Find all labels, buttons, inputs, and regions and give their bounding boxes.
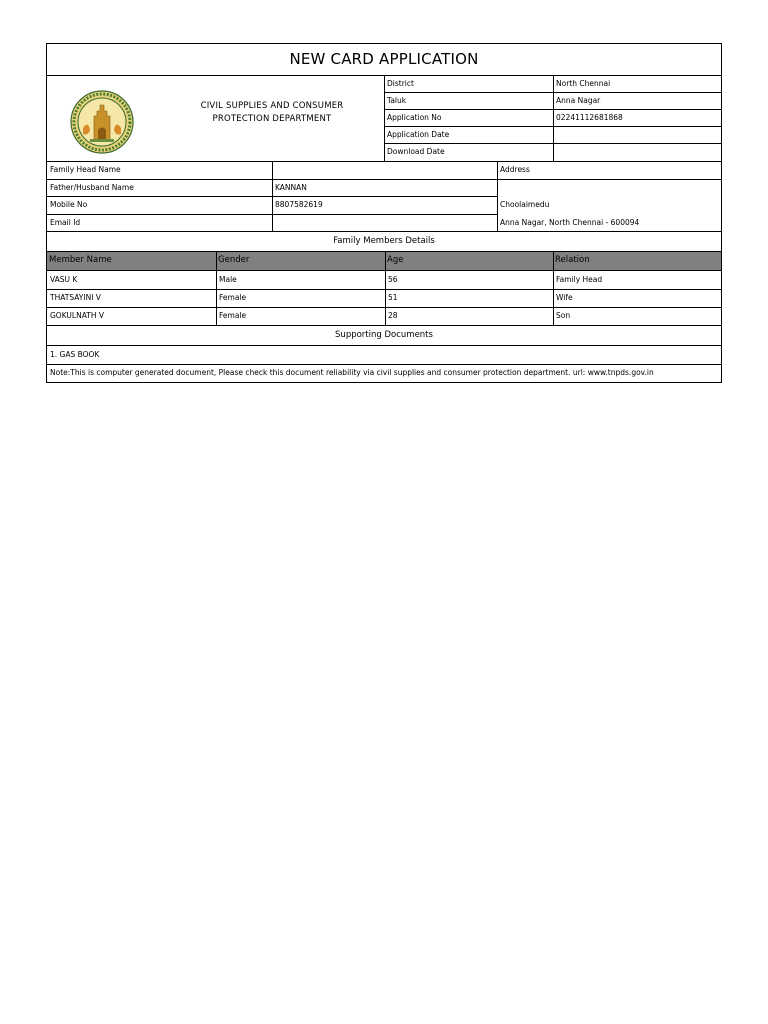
member-gender: Female (219, 311, 247, 320)
email-value (273, 214, 497, 231)
footer-note: Note:This is computer generated document, Please check this document reliability via civil supplies and consumer protection department. url: www.tnpds.gov.in (50, 368, 654, 377)
father-husband-label: Father/Husband Name (50, 183, 134, 192)
taluk-value: Anna Nagar (556, 96, 601, 105)
taluk-label: Taluk (387, 96, 407, 105)
download-date-label: Download Date (387, 147, 445, 156)
members-header-name: Member Name (47, 251, 216, 270)
member-gender: Female (219, 293, 247, 302)
member-name: GOKULNATH V (50, 311, 104, 320)
documents-section-title: Supporting Documents (335, 330, 433, 340)
email-label: Email Id (50, 218, 81, 227)
application-date-value (554, 126, 721, 143)
members-header-gender: Gender (216, 251, 385, 270)
application-no-value: 02241112681868 (556, 113, 623, 122)
mobile-label: Mobile No (50, 200, 88, 209)
district-value: North Chennai (556, 79, 611, 88)
family-head-name-value (273, 161, 497, 179)
department-name (177, 100, 367, 126)
member-name: THATSAYINI V (50, 293, 101, 302)
member-relation: Family Head (556, 275, 603, 284)
address-line-2: Anna Nagar, North Chennai - 600094 (500, 218, 640, 227)
member-age: 28 (388, 311, 398, 320)
member-age: 51 (388, 293, 398, 302)
application-date-label: Application Date (387, 130, 450, 139)
address-line-1: Choolaimedu (500, 200, 550, 209)
member-relation: Son (556, 311, 571, 320)
tamilnadu-seal-icon (70, 90, 134, 154)
department-line-2: PROTECTION DEPARTMENT (212, 114, 332, 124)
application-document (46, 43, 722, 383)
family-head-name-label: Family Head Name (50, 165, 121, 174)
members-header-relation: Relation (553, 251, 721, 270)
member-relation: Wife (556, 293, 573, 302)
application-no-label: Application No (387, 113, 442, 122)
department-line-1: CIVIL SUPPLIES AND CONSUMER (200, 101, 344, 111)
page-title: NEW CARD APPLICATION (47, 44, 721, 76)
divider (47, 251, 721, 252)
mobile-value: 8807582619 (275, 200, 323, 209)
member-gender: Male (219, 275, 237, 284)
member-age: 56 (388, 275, 398, 284)
father-husband-value: KANNAN (275, 183, 307, 192)
members-section-title: Family Members Details (333, 236, 435, 246)
address-label: Address (500, 165, 530, 174)
members-header-age: Age (385, 251, 553, 270)
download-date-value (554, 143, 721, 161)
district-label: District (387, 79, 414, 88)
document-item: 1. GAS BOOK (50, 350, 100, 359)
member-name: VASU K (50, 275, 78, 284)
